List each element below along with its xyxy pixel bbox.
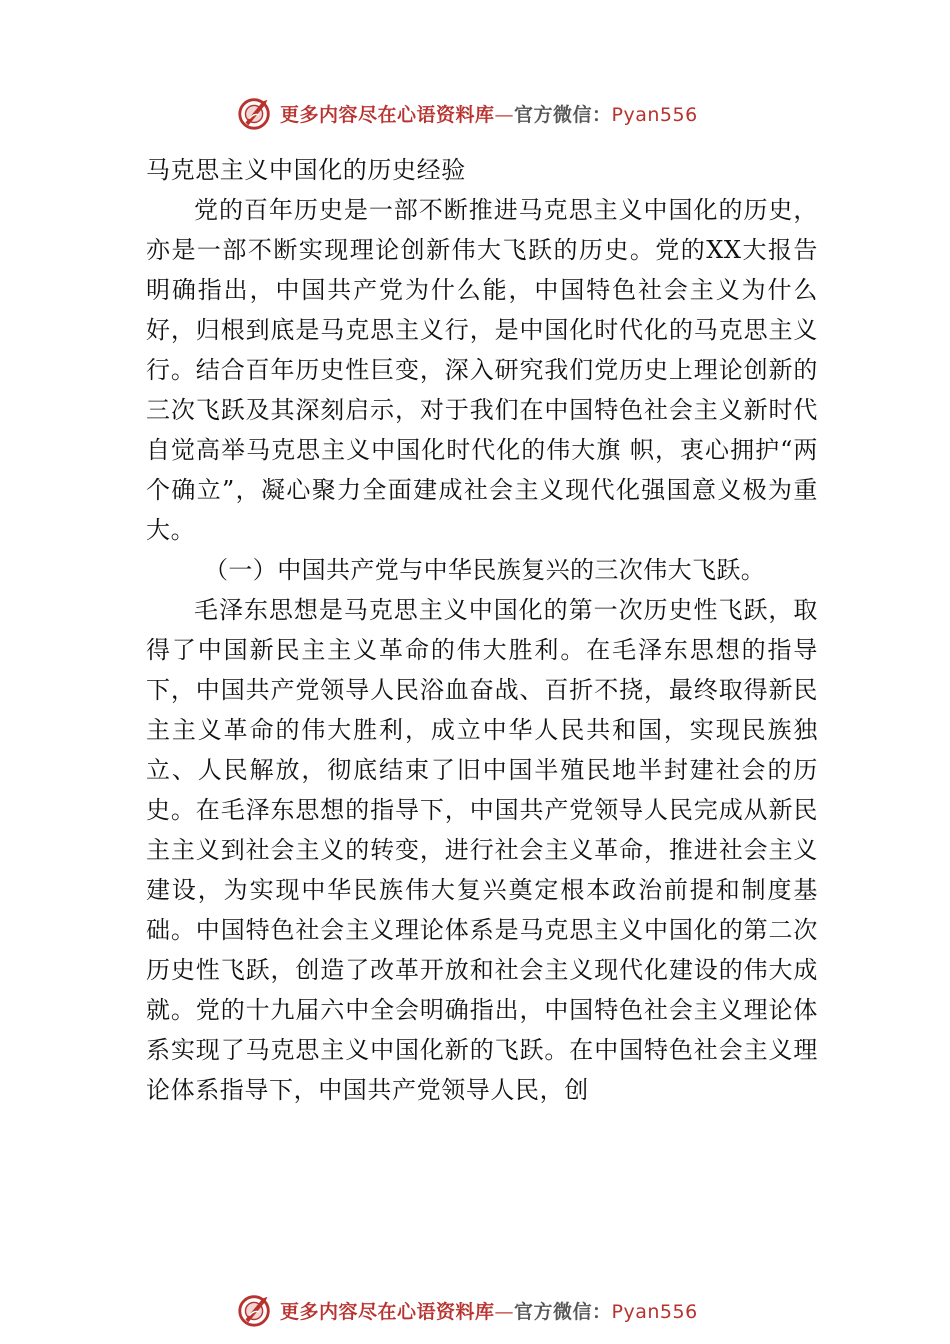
footer-separator: — bbox=[494, 1300, 515, 1323]
header-brand-text: 更多内容尽在心语资料库 bbox=[280, 103, 495, 126]
footer-watermark-banner bbox=[236, 1290, 756, 1330]
body-paragraph: 毛泽东思想是马克思主义中国化的第一次历史性飞跃，取得了中国新民主主义革命的伟大胜利。在毛泽东思想的指导下，中国共产党领导人民浴血奋战、百折不挠，最终取得新民主主义革命的伟大胜利，成立中华人民共和国，实现民族独立、人民解放，彻底结束了旧中国半殖民地半封建社会的历史。在毛泽东思想的指导下，中国共产党领导人民完成从新民主主义到社会主义的转变，进行社会主义革命，推进社会主义建设，为实现中华民族伟大复兴奠定根本政治前提和制度基础。中国特色社会主义理论体系是马克思主义中国化的第二次历史性飞跃，创造了改革开放和社会主义现代化建设的伟大成就。党的十九届六中全会明确指出，中国特色社会主义理论体系实现了马克思主义中国化新的飞跃。在中国特色社会主义理论体系指导下，中国共产党领导人民，创 bbox=[146, 596, 818, 1104]
document-body bbox=[146, 150, 818, 1110]
footer-brand-text: 更多内容尽在心语资料库 bbox=[280, 1300, 495, 1323]
document-title: 马克思主义中国化的历史经验 bbox=[146, 156, 466, 184]
header-separator: — bbox=[494, 103, 515, 126]
brush-seal-logo-icon bbox=[236, 94, 274, 132]
footer-watermark-text bbox=[280, 1297, 698, 1324]
brush-seal-logo-icon bbox=[236, 1291, 274, 1329]
header-wechat-label: 官方微信： bbox=[514, 103, 612, 126]
header-wechat-id: Pyan556 bbox=[611, 103, 698, 126]
header-watermark-banner bbox=[236, 93, 756, 133]
footer-wechat-id: Pyan556 bbox=[611, 1300, 698, 1323]
intro-paragraph: 党的百年历史是一部不断推进马克思主义中国化的历史，亦是一部不断实现理论创新伟大飞跃的历史。党的XX大报告明确指出，中国共产党为什么能，中国特色社会主义为什么好，归根到底是马克思主义行，是中国化时代化的马克思主义行。结合百年历史性巨变，深入研究我们党历史上理论创新的三次飞跃及其深刻启示，对于我们在中国特色社会主义新时代自觉高举马克思主义中国化时代化的伟大旗 帜，衷心拥护“两个确立”，凝心聚力全面建成社会主义现代化强国意义极为重大。 bbox=[146, 196, 818, 544]
section-heading: （一）中国共产党与中华民族复兴的三次伟大飞跃。 bbox=[204, 556, 766, 584]
footer-wechat-label: 官方微信： bbox=[514, 1300, 612, 1323]
header-watermark-text bbox=[280, 100, 698, 127]
